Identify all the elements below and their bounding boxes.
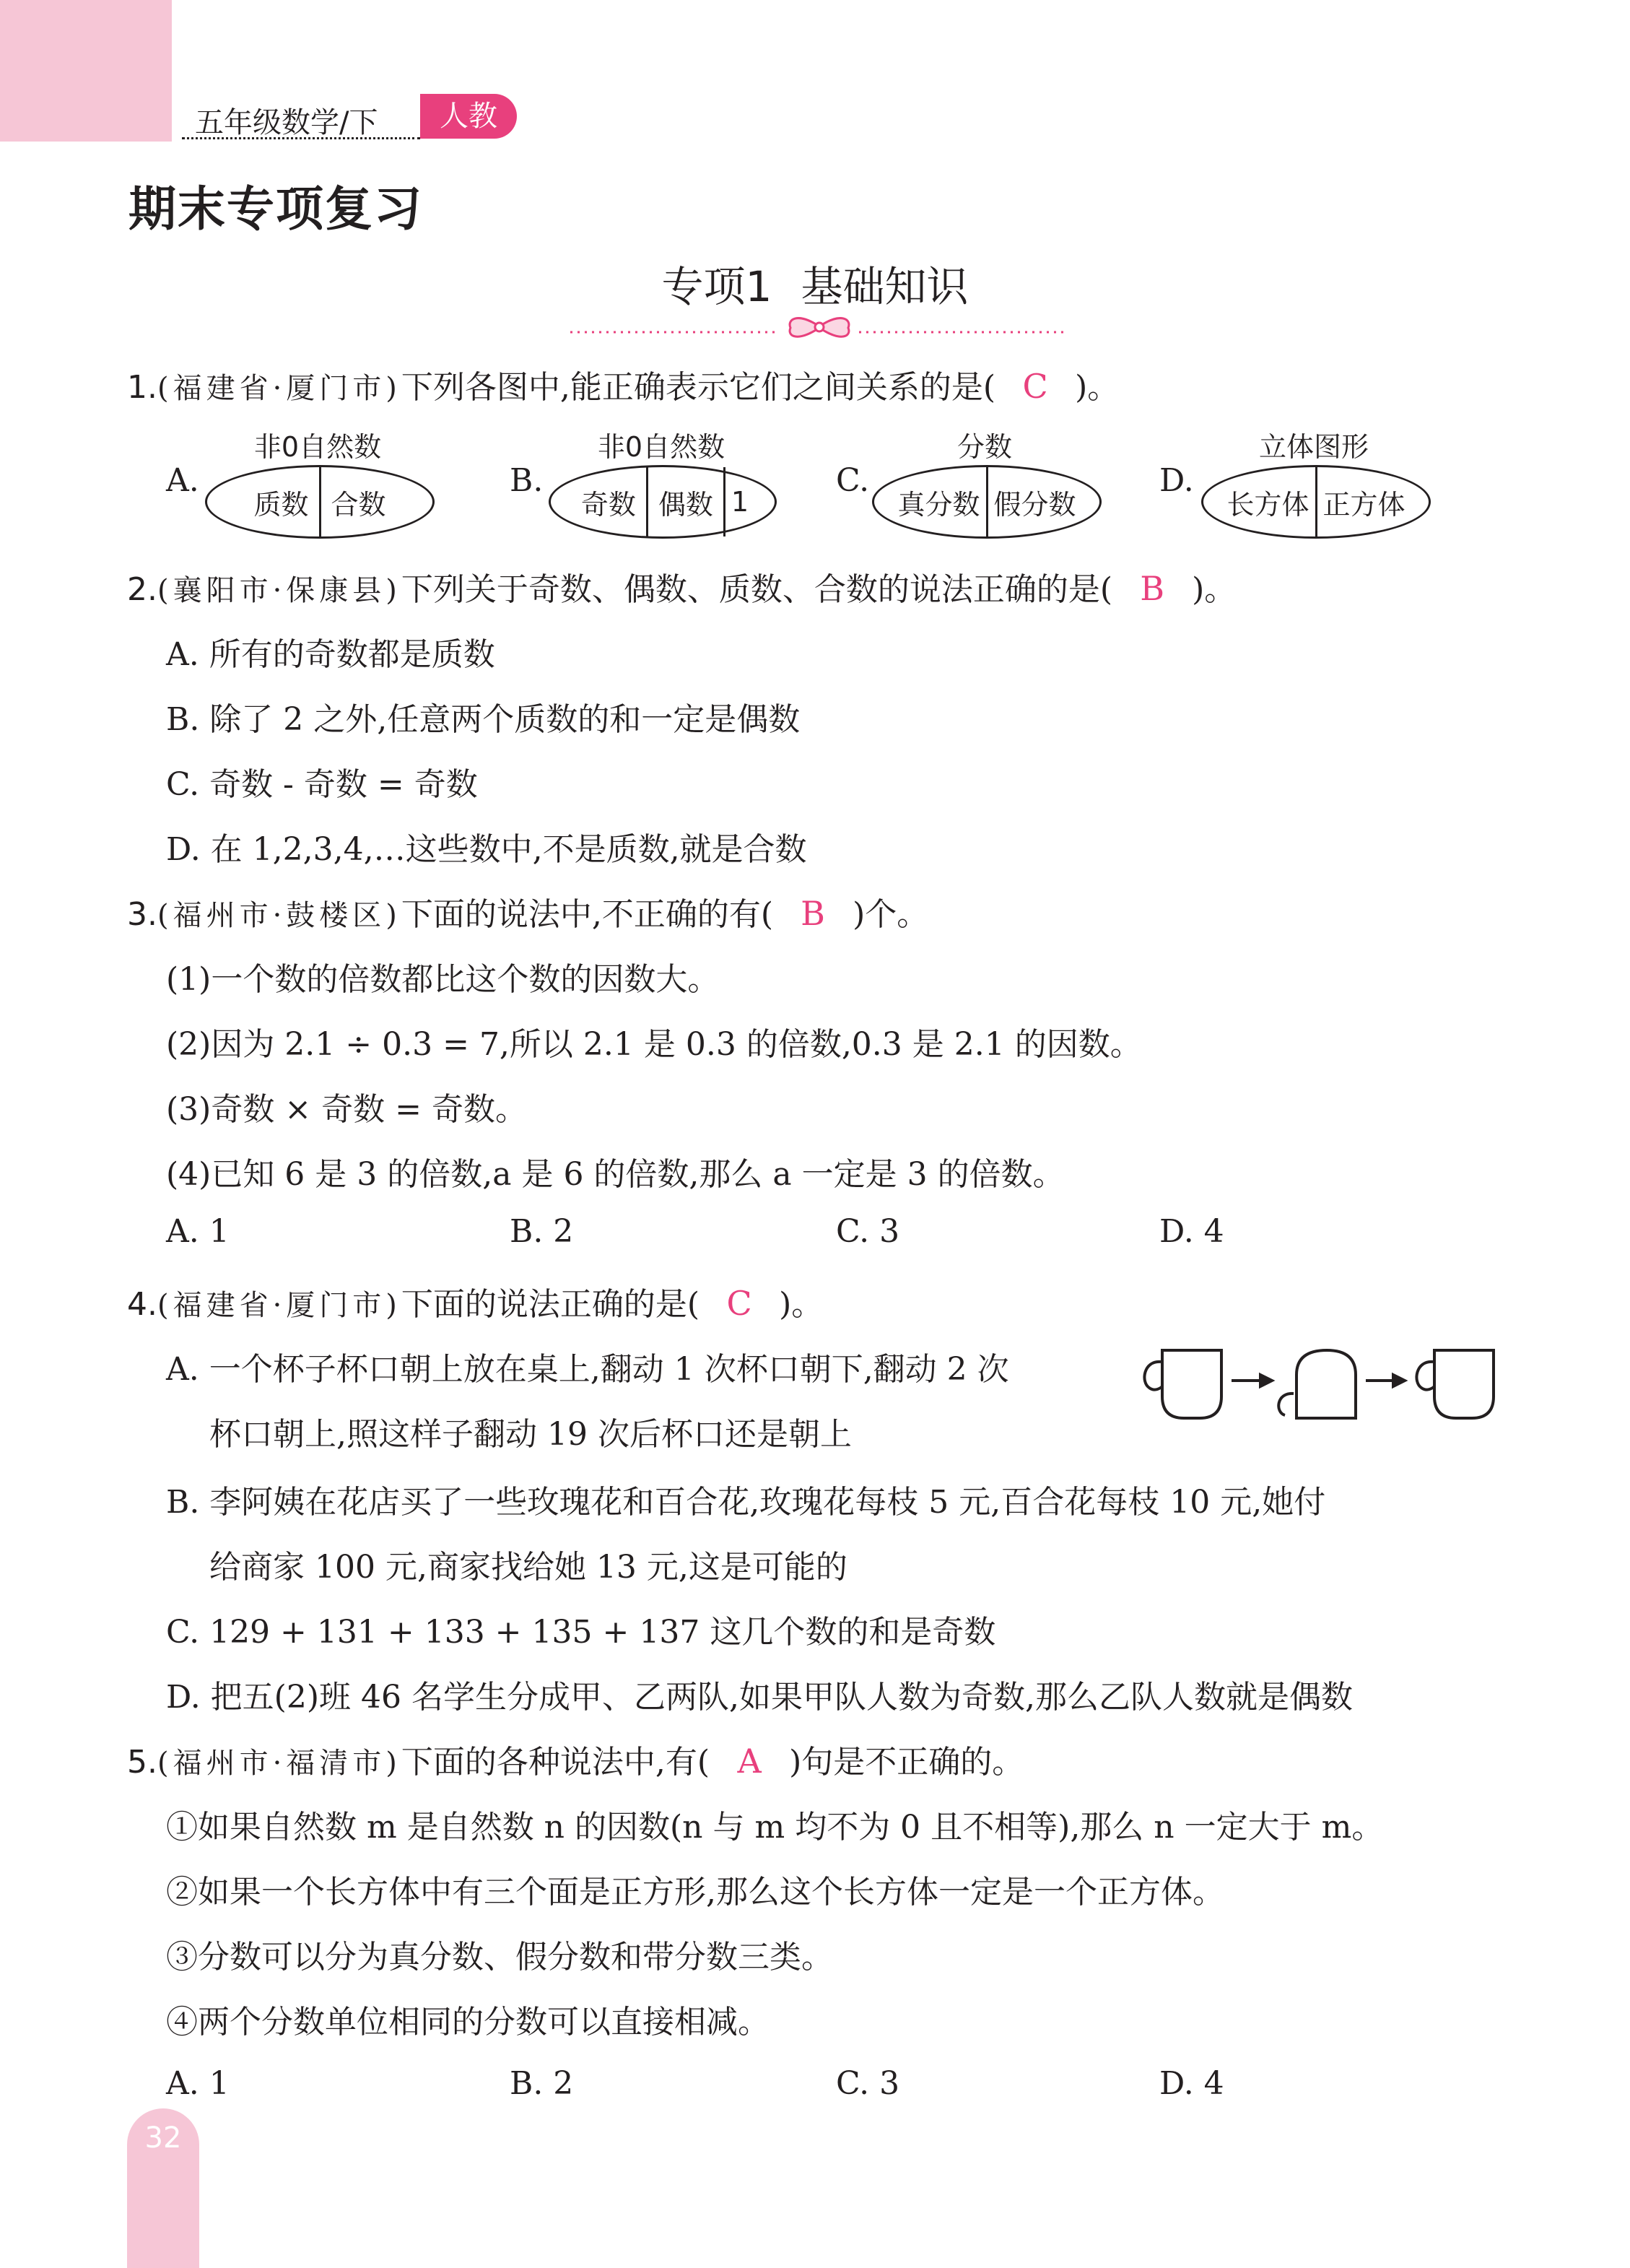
- q4-option-a-line2: 杯口朝上,照这样子翻动 19 次后杯口还是朝上: [209, 1416, 852, 1453]
- q5-choice-c: C. 3: [836, 2065, 900, 2102]
- q3-item-2: (2)因为 2.1 ÷ 0.3 = 7,所以 2.1 是 0.3 的倍数,0.3 是 2.1 的因数。: [166, 1026, 1142, 1063]
- q5-item-3: ③分数可以分为真分数、假分数和带分数三类。: [166, 1939, 833, 1976]
- q3-choice-d: D. 4: [1159, 1213, 1224, 1250]
- answer-3: B: [801, 894, 825, 933]
- question-2: 2.(襄阳市·保康县)下列关于奇数、偶数、质数、合数的说法正确的是( B )。: [127, 569, 1237, 608]
- question-4: 4.(福建省·厦门市)下面的说法正确的是( C )。: [127, 1284, 824, 1323]
- q1-option-d-diagram: 长方体 正方体: [1201, 465, 1431, 539]
- q1-option-d-letter: D.: [1159, 462, 1194, 499]
- q1-option-a-diagram: 质数 合数: [205, 465, 435, 539]
- q4-option-a-line1: A. 一个杯子杯口朝上放在桌上,翻动 1 次杯口朝下,翻动 2 次: [166, 1351, 1009, 1388]
- q4-option-b-line2: 给商家 100 元,商家找给她 13 元,这是可能的: [209, 1549, 847, 1586]
- q5-item-2: ②如果一个长方体中有三个面是正方形,那么这个长方体一定是一个正方体。: [166, 1874, 1224, 1911]
- page-number: 32: [144, 2121, 182, 2155]
- section-title: [0, 253, 1630, 313]
- header-rule: [182, 137, 420, 139]
- section-name: 基础知识: [801, 262, 969, 311]
- q1-option-a-top: 非0自然数: [253, 431, 382, 463]
- q3-choice-c: C. 3: [836, 1213, 900, 1250]
- q2-option-d: D. 在 1,2,3,4,…这些数中,不是质数,就是合数: [166, 831, 807, 868]
- q3-item-1: (1)一个数的倍数都比这个数的因数大。: [166, 961, 720, 998]
- question-1: 1.(福建省·厦门市)下列各图中,能正确表示它们之间关系的是( C )。: [127, 367, 1120, 406]
- q4-option-d: D. 把五(2)班 46 名学生分成甲、乙两队,如果甲队人数为奇数,那么乙队人数就是偶数: [166, 1679, 1353, 1716]
- q1-option-c-letter: C.: [836, 462, 870, 499]
- q2-option-c: C. 奇数 - 奇数 = 奇数: [166, 766, 478, 803]
- q1-option-b-diagram: 奇数 偶数 1: [549, 465, 777, 539]
- q3-choice-b: B. 2: [510, 1213, 574, 1250]
- q1-option-c-diagram: 真分数 假分数: [872, 465, 1102, 539]
- q3-choice-a: A. 1: [166, 1213, 230, 1250]
- q5-item-1: ①如果自然数 m 是自然数 n 的因数(n 与 m 均不为 0 且不相等),那么 n 一定大于 m。: [166, 1809, 1384, 1846]
- q5-choice-b: B. 2: [510, 2065, 574, 2102]
- bow-ornament-icon: [570, 312, 1068, 341]
- q4-option-b-line1: B. 李阿姨在花店买了一些玫瑰花和百合花,玫瑰花每枝 5 元,百合花每枝 10 元,她付: [166, 1484, 1326, 1521]
- question-3: 3.(福州市·鼓楼区)下面的说法中,不正确的有( B )个。: [127, 894, 929, 933]
- q1-option-b-top: 非0自然数: [597, 431, 725, 463]
- question-5: 5.(福州市·福清市)下面的各种说法中,有( A )句是不正确的。: [127, 1742, 1024, 1781]
- q1-option-a-letter: A.: [166, 462, 199, 499]
- grade-label: 五年级数学/下: [195, 106, 378, 139]
- q4-option-c: C. 129 + 131 + 133 + 135 + 137 这几个数的和是奇数: [166, 1614, 996, 1651]
- answer-1: C: [1022, 367, 1048, 406]
- q5-item-4: ④两个分数单位相同的分数可以直接相减。: [166, 2004, 770, 2041]
- q3-item-4: (4)已知 6 是 3 的倍数,a 是 6 的倍数,那么 a 一定是 3 的倍数。: [166, 1156, 1065, 1193]
- q3-item-3: (3)奇数 × 奇数 = 奇数。: [166, 1091, 528, 1128]
- q1-option-b-letter: B.: [510, 462, 544, 499]
- section-number: 专项1: [661, 262, 772, 311]
- q2-option-a: A. 所有的奇数都是质数: [166, 636, 495, 673]
- q1-option-c-top: 分数: [956, 431, 1012, 463]
- answer-5: A: [737, 1742, 762, 1781]
- q1-option-d-top: 立体图形: [1258, 431, 1369, 463]
- cup-flip-sequence-icon: [1133, 1343, 1509, 1422]
- q5-choice-a: A. 1: [166, 2065, 230, 2102]
- answer-4: C: [726, 1284, 752, 1323]
- edition-badge: 人教: [420, 94, 517, 139]
- corner-tab: [0, 0, 172, 142]
- q2-option-b: B. 除了 2 之外,任意两个质数的和一定是偶数: [166, 701, 801, 738]
- q5-choice-d: D. 4: [1159, 2065, 1224, 2102]
- page-title: 期末专项复习: [128, 181, 423, 237]
- answer-2: B: [1140, 569, 1164, 608]
